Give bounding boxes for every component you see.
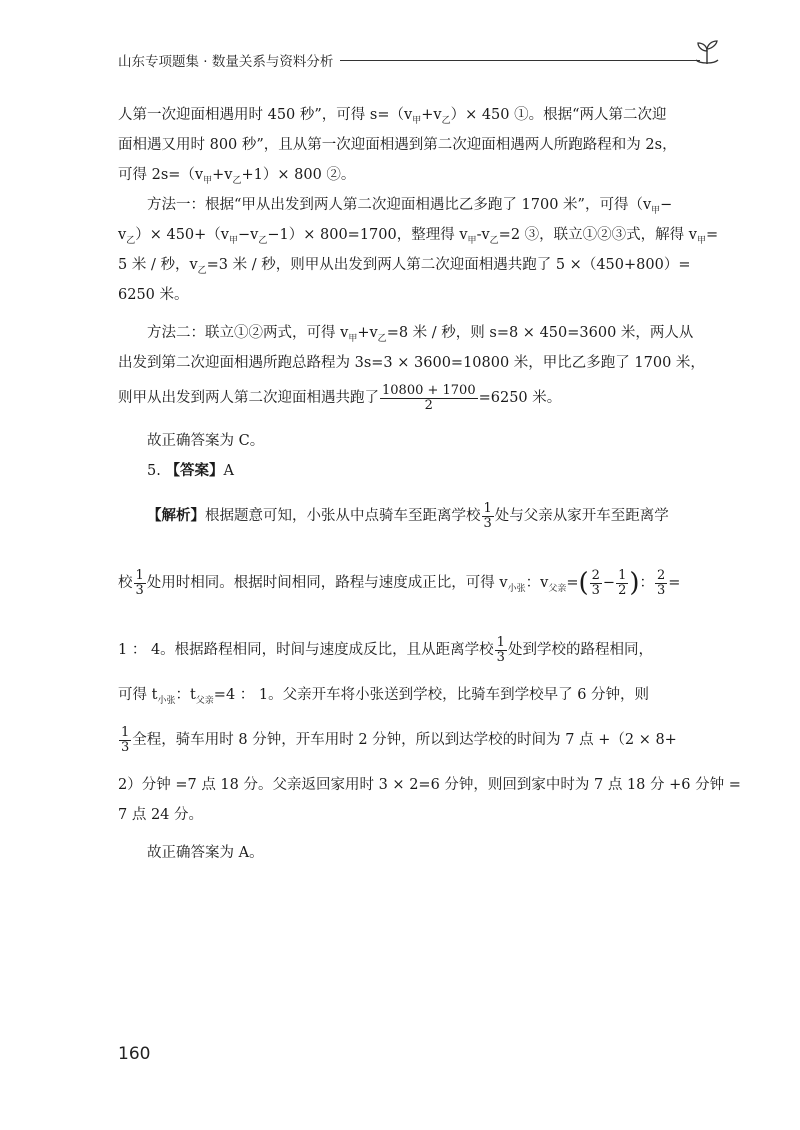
- text-line: 2）分钟 =7 点 18 分。父亲返回家用时 3 × 2=6 分钟，则回到家中时为 7 点 18 分 +6 分钟 =: [118, 777, 741, 793]
- page-body: [118, 100, 741, 868]
- fraction: $\frac{1}{2}$: [618, 567, 627, 598]
- header-title: 山东专项题集 · 数量关系与资料分析: [118, 54, 334, 70]
- header-rule: [340, 60, 700, 61]
- question-number-line: 5. 【答案】A: [147, 463, 234, 479]
- text-line: $\frac{1}{3}$ 全程，骑车用时 8 分钟，开车用时 2 分钟，所以到达学校的时间为 7 点 +（2 × 8+: [121, 724, 677, 755]
- text-line: 可得 $t_{小张}$：$t_{父亲}=4$ ： 1。父亲开车将小张送到学校，比骑车到学校早了 6 分钟，则: [118, 687, 650, 706]
- text-line: 6250 米。: [118, 287, 189, 303]
- text-line: 方法一：根据“甲从出发到两人第二次迎面相遇比乙多跑了 1700 米”，可得（$v_甲-$: [147, 197, 673, 216]
- text-line: 则甲从出发到两人第二次迎面相遇共跑了 $\frac{10800 + 1700}{2}$ =6250 米。: [118, 382, 562, 413]
- fraction: $\frac{1}{3}$: [483, 500, 492, 531]
- text-line: 人第一次迎面相遇用时 450 秒”，可得 $s=(v_甲+v_乙)\times 450$ ①。根据“两人第二次迎: [118, 107, 667, 126]
- text-line: $v_乙)\times 450+(v_甲-v_乙-1)\times 800=1700$，整理得 $v_甲-v_乙=2$ ③，联立①②③式，解得 $v_甲=$: [118, 227, 719, 246]
- running-header: [118, 44, 718, 72]
- sprout-icon: [692, 38, 722, 68]
- answer-line: 故正确答案为 C。: [147, 433, 265, 449]
- fraction: $\frac{1}{3}$: [121, 724, 130, 755]
- fraction: $\frac{2}{3}$: [657, 567, 666, 598]
- text-line: 7 点 24 分。: [118, 807, 204, 823]
- text-line: 校 $\frac{1}{3}$ 处用时相同。根据时间相同，路程与速度成正比，可得 $v_{小张}$：$v_{父亲}=$( $\frac{2}{3}$ − $\frac{1}{2}$ )： $\frac{2}{3}$ =: [118, 567, 681, 598]
- fraction: $\frac{1}{3}$: [496, 634, 505, 665]
- text-line: 可得 $2s=(v_甲+v_乙+1)\times 800$ ②。: [118, 167, 356, 186]
- fraction: $\frac{1}{3}$: [135, 567, 144, 598]
- text-line: 方法二：联立①②两式，可得 $v_甲+v_乙=8$ 米 / 秒，则 s=8 × 450=3600 米，两人从: [147, 325, 694, 344]
- text-line: 【解析】根据题意可知，小张从中点骑车至距离学校 $\frac{1}{3}$ 处与父亲从家开车至距离学: [147, 500, 669, 531]
- text-line: 面相遇又用时 800 秒”，且从第一次迎面相遇到第二次迎面相遇两人所跑路程和为 2s，: [118, 137, 677, 153]
- fraction: $\frac{10800 + 1700}{2}$: [382, 382, 476, 413]
- page-number: 160: [118, 1044, 151, 1064]
- answer-line: 故正确答案为 A。: [147, 845, 264, 861]
- text-line: 5 米 / 秒，$v_乙=3$ 米 / 秒，则甲从出发到两人第二次迎面相遇共跑了 5 ×（450+800）=: [118, 257, 691, 276]
- text-line: 出发到第二次迎面相遇所跑总路程为 3s=3 × 3600=10800 米，甲比乙多跑了 1700 米，: [118, 355, 705, 371]
- fraction: $\frac{2}{3}$: [591, 567, 600, 598]
- text-line: 1 ： 4。根据路程相同，时间与速度成反比，且从距离学校 $\frac{1}{3}$ 处到学校的路程相同，: [118, 634, 653, 665]
